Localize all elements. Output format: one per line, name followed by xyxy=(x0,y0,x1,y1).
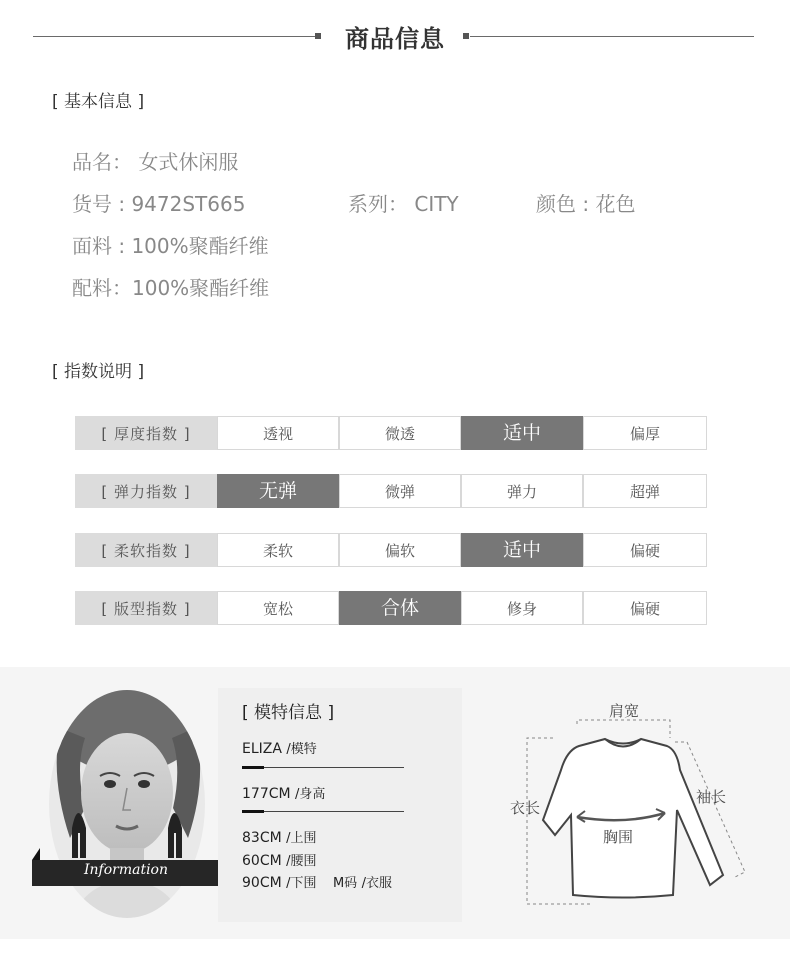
index-option: 弹力 xyxy=(461,474,583,508)
info-item-no: 货号 : 9472ST665 xyxy=(72,192,246,216)
index-option-selected: 适中 xyxy=(461,416,583,450)
info-lining: 配料：100%聚酯纤维 xyxy=(72,276,270,300)
index-option: 透视 xyxy=(217,416,339,450)
model-hip: 90CM xyxy=(242,875,282,891)
model-bust: 83CM xyxy=(242,830,282,846)
header-square-left xyxy=(315,33,321,39)
model-divider-1 xyxy=(242,767,404,768)
index-option: 偏硬 xyxy=(583,533,707,567)
model-divider-2 xyxy=(242,811,404,812)
index-label: [ 厚度指数 ] xyxy=(75,416,217,450)
page-title: 商品信息 xyxy=(345,25,445,53)
info-name: 品名： 女式休闲服 xyxy=(72,150,239,174)
model-name-label: /模特 xyxy=(286,742,317,757)
information-banner-text: Information xyxy=(83,862,169,878)
index-option: 修身 xyxy=(461,591,583,625)
index-option-selected: 无弹 xyxy=(217,474,339,508)
model-info-title: [ 模特信息 ] xyxy=(242,703,335,723)
basic-info-title: [ 基本信息 ] xyxy=(52,92,145,112)
index-option-selected: 适中 xyxy=(461,533,583,567)
label-sleeve: 袖长 xyxy=(696,788,727,806)
info-fabric: 面料 : 100%聚酯纤维 xyxy=(72,234,269,258)
index-option: 宽松 xyxy=(217,591,339,625)
index-option: 偏软 xyxy=(339,533,461,567)
info-color: 颜色 : 花色 xyxy=(536,192,636,216)
header-line-right xyxy=(470,36,754,37)
label-length: 衣长 xyxy=(510,799,541,817)
model-size: M码 xyxy=(332,876,358,891)
index-option: 微弹 xyxy=(339,474,461,508)
model-height-row xyxy=(242,783,325,802)
model-bust-row xyxy=(242,827,317,846)
index-label: [ 柔软指数 ] xyxy=(75,533,217,567)
model-name-row xyxy=(242,738,317,757)
model-waist: 60CM xyxy=(242,853,282,869)
model-name: ELIZA xyxy=(242,741,282,757)
model-hip-label: /下围 xyxy=(286,876,317,891)
model-waist-row xyxy=(242,850,317,869)
model-divider-2-accent xyxy=(242,810,264,813)
header-square-right xyxy=(463,33,469,39)
label-shoulder: 肩宽 xyxy=(609,702,640,720)
model-hip-row xyxy=(242,872,392,891)
index-title: [ 指数说明 ] xyxy=(52,362,145,382)
info-series: 系列： CITY xyxy=(348,192,459,216)
index-option-selected: 合体 xyxy=(339,591,461,625)
model-divider-1-accent xyxy=(242,766,264,769)
header-line-left xyxy=(33,36,320,37)
info-row-2 xyxy=(72,188,712,214)
index-option: 微透 xyxy=(339,416,461,450)
label-chest: 胸围 xyxy=(603,828,634,846)
model-bust-label: /上围 xyxy=(286,831,317,846)
model-waist-label: /腰围 xyxy=(286,854,317,869)
model-height-label: /身高 xyxy=(295,787,326,802)
index-label: [ 版型指数 ] xyxy=(75,591,217,625)
model-size-label: /衣服 xyxy=(361,876,393,891)
model-height: 177CM xyxy=(242,786,291,802)
index-option: 偏厚 xyxy=(583,416,707,450)
index-option: 超弹 xyxy=(583,474,707,508)
index-option: 柔软 xyxy=(217,533,339,567)
index-label: [ 弹力指数 ] xyxy=(75,474,217,508)
index-option: 偏硬 xyxy=(583,591,707,625)
